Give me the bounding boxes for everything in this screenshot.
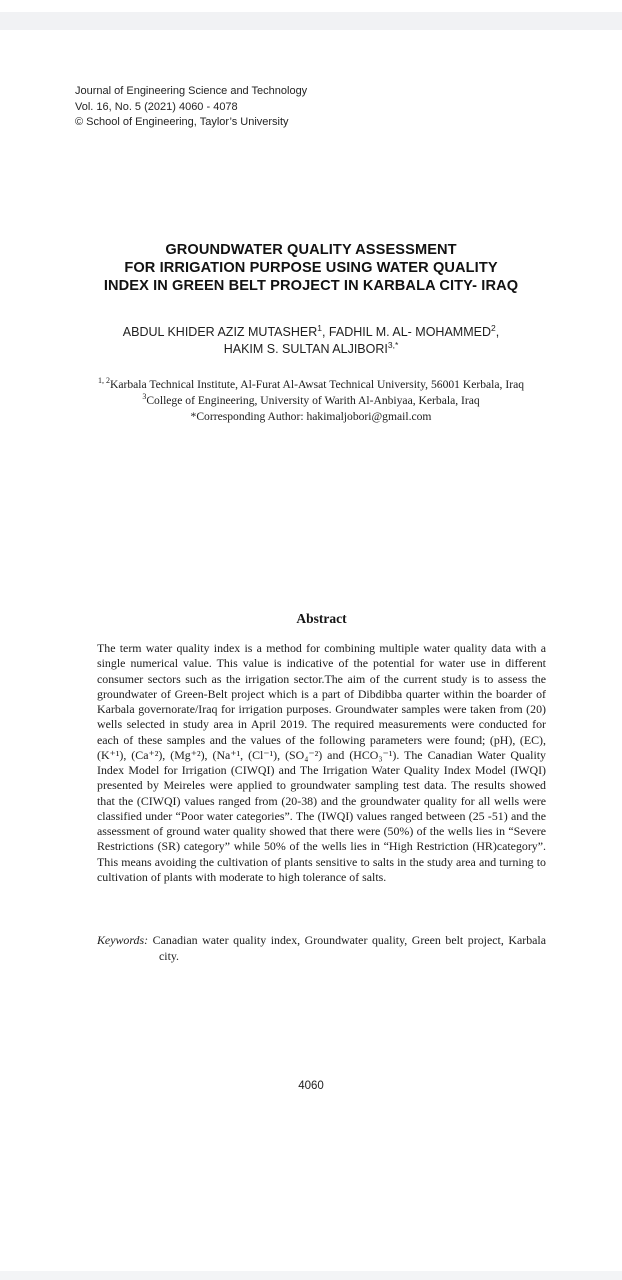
page-number: 4060 (298, 1080, 324, 1092)
author-line-2: HAKIM S. SULTAN $ALJIBORI^{3,*}$ (223, 339, 399, 356)
affiliation-line-1: $^{1, 2}$Karbala Technical Institute, Al-Furat Al-Awsat Technical University, 56001 Kerbala, Iraq (97, 376, 525, 391)
abstract-text: The term water quality index is a method for combining multiple water quality data with a single numerical value. This value is indicative of the potential for water use in different consumer sectors such as the irrigation sector.The aim of the current study is to assess the groundwater of Green-Belt project which is a part of Dibdibba quarter within the boarder of Karbala governorate/Iraq for irrigation purposes. Groundwater samples were taken from (20) wells selected in study area in April 2019. The required measurements were conducted for each of these samples and the values of the following parameters were found; (pH), (EC), (K⁺¹), (Ca⁺²), (Mg⁺²), (Na⁺¹, (Cl⁻¹), (SO₄⁻²) and (HCO₃⁻¹). The Canadian Water Quality Index Model for Irrigation (CIWQI) and The Irrigation Water Quality Index Model (IWQI) presented by Meireles were applied to groundwater sampling test data. The results showed that the (CIWQI) values ranged from (20-38) and the groundwater quality for all wells were classified under “Poor water categories”. The (IWQI) values ranged between (25 -51) and the assessment of ground water quality showed that there were (50%) of the wells lies in “Severe Restrictions (SR) category” while 50% of the wells lies in “High Restriction (HR)category”. This means avoiding the cultivation of plants sensitive to salts in the study area and turning to cultivation of plants with moderate to high tolerance of salts. (97, 641, 546, 884)
author-list (61, 324, 561, 358)
page-gap-bottom (0, 1271, 622, 1280)
page-gap-top (0, 12, 622, 30)
paper-title (61, 241, 561, 295)
journal-name: Journal of Engineering Science and Technology (75, 85, 308, 97)
corresponding-author-email: *Corresponding Author: hakimaljobori@gmail.com (190, 410, 432, 423)
journal-volume-info: Vol. 16, No. 5 (2021) 4060 - 4078 (75, 100, 238, 113)
keywords-text: Canadian water quality index, Groundwater quality, Green belt project, Karbala city. (148, 933, 546, 963)
paper-title-line-1: GROUNDWATER QUALITY ASSESSMENT (165, 242, 457, 258)
journal-header (75, 84, 307, 131)
affiliations (45, 377, 577, 425)
paper-title-line-3: INDEX IN GREEN BELT PROJECT IN KARBALA CITY- IRAQ (103, 278, 519, 294)
keywords-label: Keywords: (97, 933, 149, 947)
abstract-heading: Abstract (296, 611, 347, 626)
author-line-1: ABDUL KHIDER AZIZ MUTASHER$^1$, FADHIL M. AL- MOHAMMED$^2$, (122, 322, 500, 339)
paper-title-line-2: FOR IRRIGATION PURPOSE USING WATER QUALITY (124, 260, 498, 276)
keywords (97, 933, 546, 964)
journal-copyright: © School of Engineering, Taylor’s University (75, 116, 289, 128)
affiliation-line-2: $^3$College of Engineering, University of Warith Al-Anbiyaa, Kerbala, Iraq (142, 392, 480, 407)
